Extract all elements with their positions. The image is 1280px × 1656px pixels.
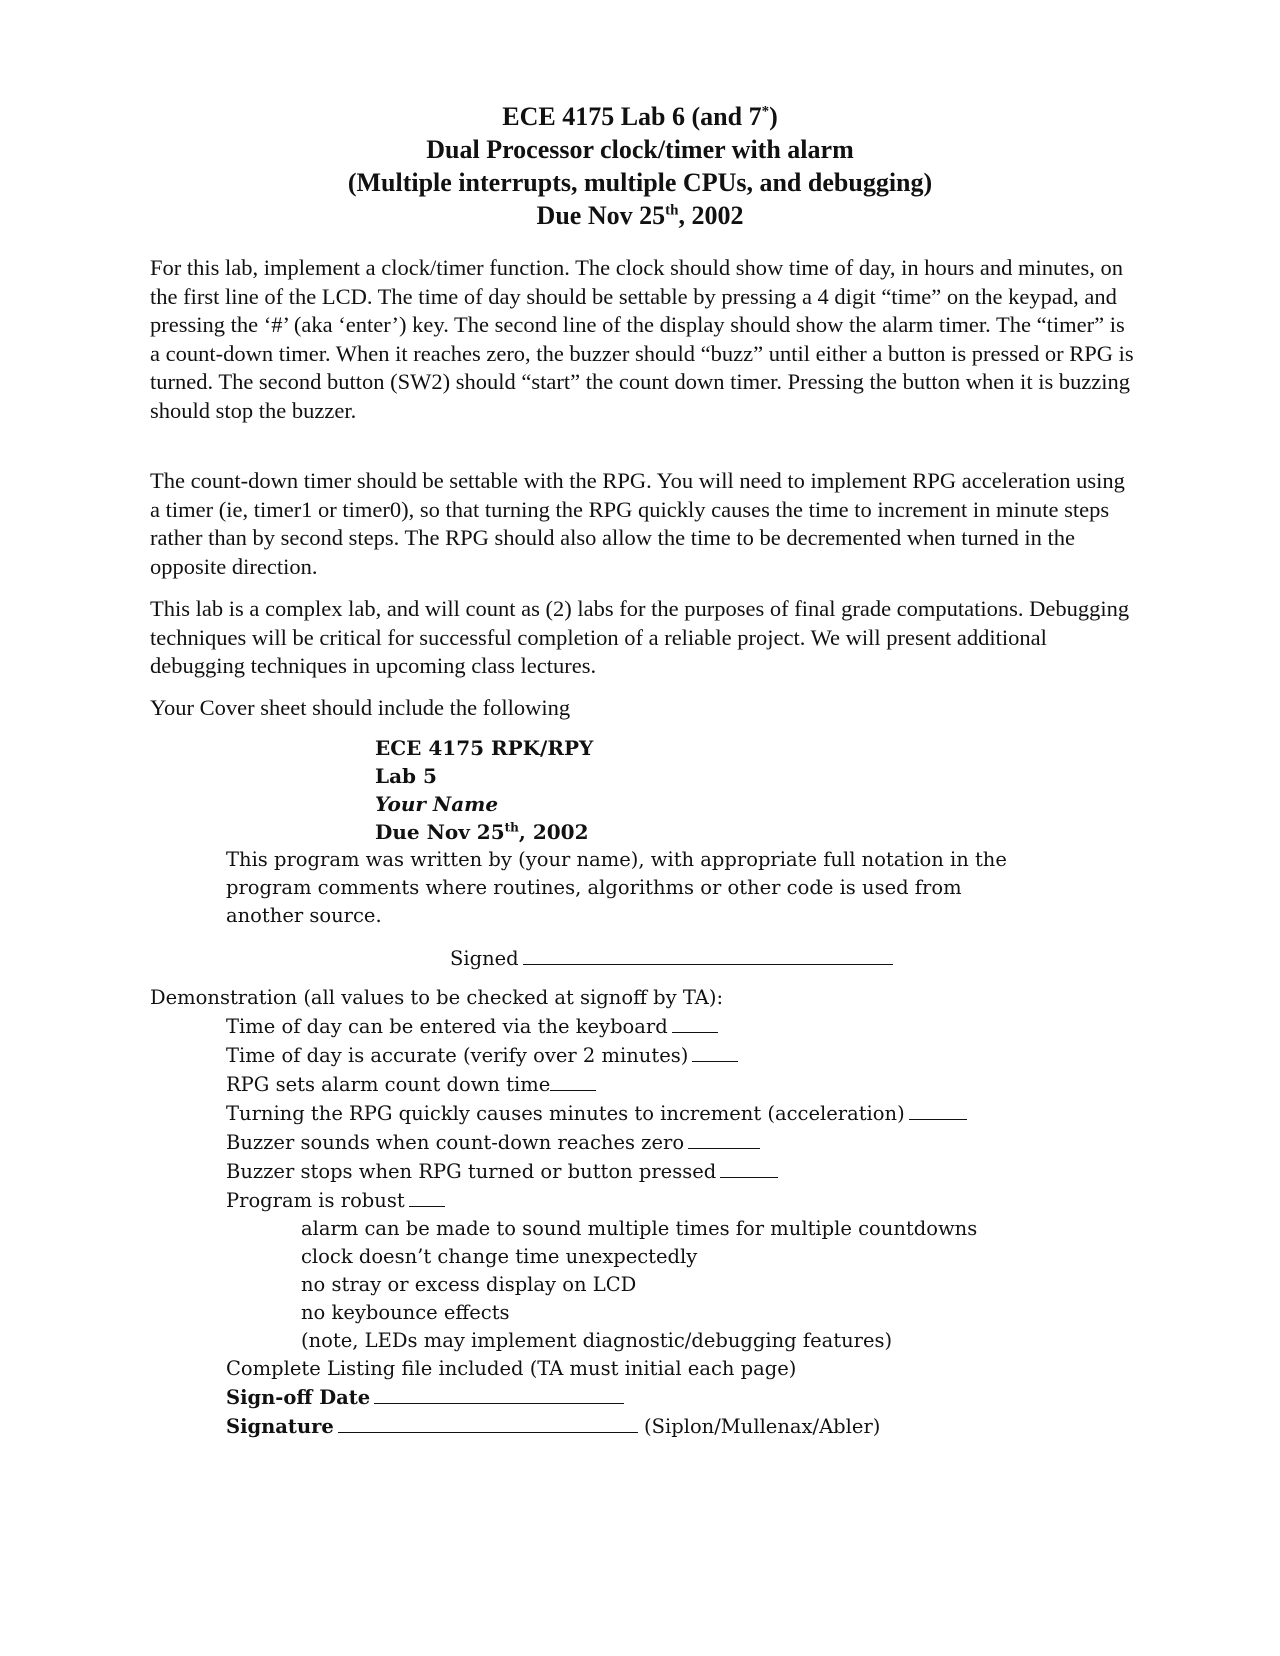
title-footnote-mark: * [761, 103, 770, 120]
paragraph-complexity: This lab is a complex lab, and will count as (2) labs for the purposes of final grade computations. Debugging techniques will be critical for successful completion of a reliable project. We will present additional debugging techniques in upcoming class lectures. [150, 596, 1130, 678]
check-blank [688, 1128, 760, 1149]
cover-due [375, 818, 593, 846]
title-line-1-end: ) [769, 102, 778, 131]
authorship-statement: This program was written by (your name), with appropriate full notation in the program comments where routines, algorithms or other code is used from another source. [226, 848, 1007, 927]
checklist-item-text: Buzzer stops when RPG turned or button pressed [226, 1160, 717, 1183]
checklist-item-text: Program is robust [226, 1189, 405, 1212]
paragraph-cover-intro: Your Cover sheet should include the following [150, 695, 571, 720]
paragraph-rpg: The count-down timer should be settable with the RPG. You will need to implement RPG acceleration using a timer (ie, timer1 or timer0), so that turning the RPG quickly causes the time to increment in minute steps rather than by second steps. The RPG should also allow the time to be decremented when turned in the opposite direction. [150, 468, 1125, 579]
cover-due-year: , 2002 [518, 820, 589, 844]
cover-name: Your Name [375, 792, 499, 816]
signature-label: Signature [226, 1415, 334, 1438]
checklist-item [226, 1041, 1126, 1070]
checklist-subitem: clock doesn’t change time unexpectedly [301, 1245, 698, 1268]
signoff-date-label: Sign-off Date [226, 1386, 371, 1409]
due-date-suffix-sup: th [665, 202, 679, 219]
title-line-2: Dual Processor clock/timer with alarm [426, 135, 854, 164]
paragraph-instructions: For this lab, implement a clock/timer function. The clock should show time of day, in hours and minutes, on the first line of the LCD. The time of day should be settable by pressing a 4 digit “time” on the keypad, and pressing the ‘#’ (aka ‘enter’) key. The second line of the display should show the alarm timer. The “timer” is a count-down timer. When it reaches zero, the buzzer should “buzz” until either a button is pressed or RPG is turned. The second button (SW2) should “start” the count down timer. Pressing the button when it is buzzing should stop the buzzer. [150, 255, 1134, 423]
signoff-date-blank [374, 1383, 624, 1404]
signed-line [450, 944, 893, 973]
cover-due-prefix: Due Nov 25 [375, 820, 505, 844]
checklist-item [226, 1070, 1126, 1099]
checklist-subitem: alarm can be made to sound multiple times for multiple countdowns [301, 1217, 978, 1240]
checklist-subitem: (note, LEDs may implement diagnostic/debugging features) [301, 1329, 893, 1352]
signature-names: (Siplon/Mullenax/Abler) [644, 1415, 881, 1438]
checklist-subitem: no stray or excess display on LCD [301, 1273, 637, 1296]
signed-label: Signed [450, 947, 519, 970]
check-blank [909, 1099, 967, 1120]
check-blank [409, 1186, 445, 1207]
signoff-date-line [226, 1383, 1126, 1412]
cover-due-sup: th [504, 820, 519, 835]
checklist-item-text: Time of day can be entered via the keyboard [226, 1015, 668, 1038]
checklist-item [226, 1186, 1126, 1215]
check-blank [692, 1041, 738, 1062]
checklist-item-text: Time of day is accurate (verify over 2 minutes) [226, 1044, 689, 1067]
cover-lab: Lab 5 [375, 764, 437, 788]
checklist-item: Complete Listing file included (TA must initial each page) [226, 1357, 797, 1380]
checklist-item [226, 1157, 1126, 1186]
title-line-3: (Multiple interrupts, multiple CPUs, and debugging) [347, 168, 933, 197]
due-date-prefix: Due Nov 25 [536, 201, 666, 230]
title-line-1-text: ECE 4175 Lab 6 (and 7 [502, 102, 762, 131]
checklist-item [226, 1099, 1126, 1128]
signature-line [226, 1412, 1126, 1441]
check-blank [672, 1012, 718, 1033]
checklist-item-text: RPG sets alarm count down time [226, 1073, 551, 1096]
checklist-subitem: no keybounce effects [301, 1301, 510, 1324]
due-date [150, 199, 1130, 232]
demonstration-heading: Demonstration (all values to be checked at signoff by TA): [150, 986, 724, 1009]
check-blank [720, 1157, 778, 1178]
signature-blank [338, 1412, 638, 1433]
checklist-item [226, 1012, 1126, 1041]
checklist-item [226, 1128, 1126, 1157]
check-blank [550, 1070, 596, 1091]
demonstration-checklist [226, 1012, 1126, 1441]
document-title [150, 100, 1130, 232]
title-line-1 [150, 100, 1130, 133]
checklist-item-text: Buzzer sounds when count-down reaches zero [226, 1131, 685, 1154]
due-date-year: , 2002 [678, 201, 744, 230]
checklist-item-text: Turning the RPG quickly causes minutes to increment (acceleration) [226, 1102, 905, 1125]
signed-blank [523, 944, 893, 965]
cover-course: ECE 4175 RPK/RPY [375, 736, 594, 760]
cover-sheet-block [375, 734, 593, 846]
